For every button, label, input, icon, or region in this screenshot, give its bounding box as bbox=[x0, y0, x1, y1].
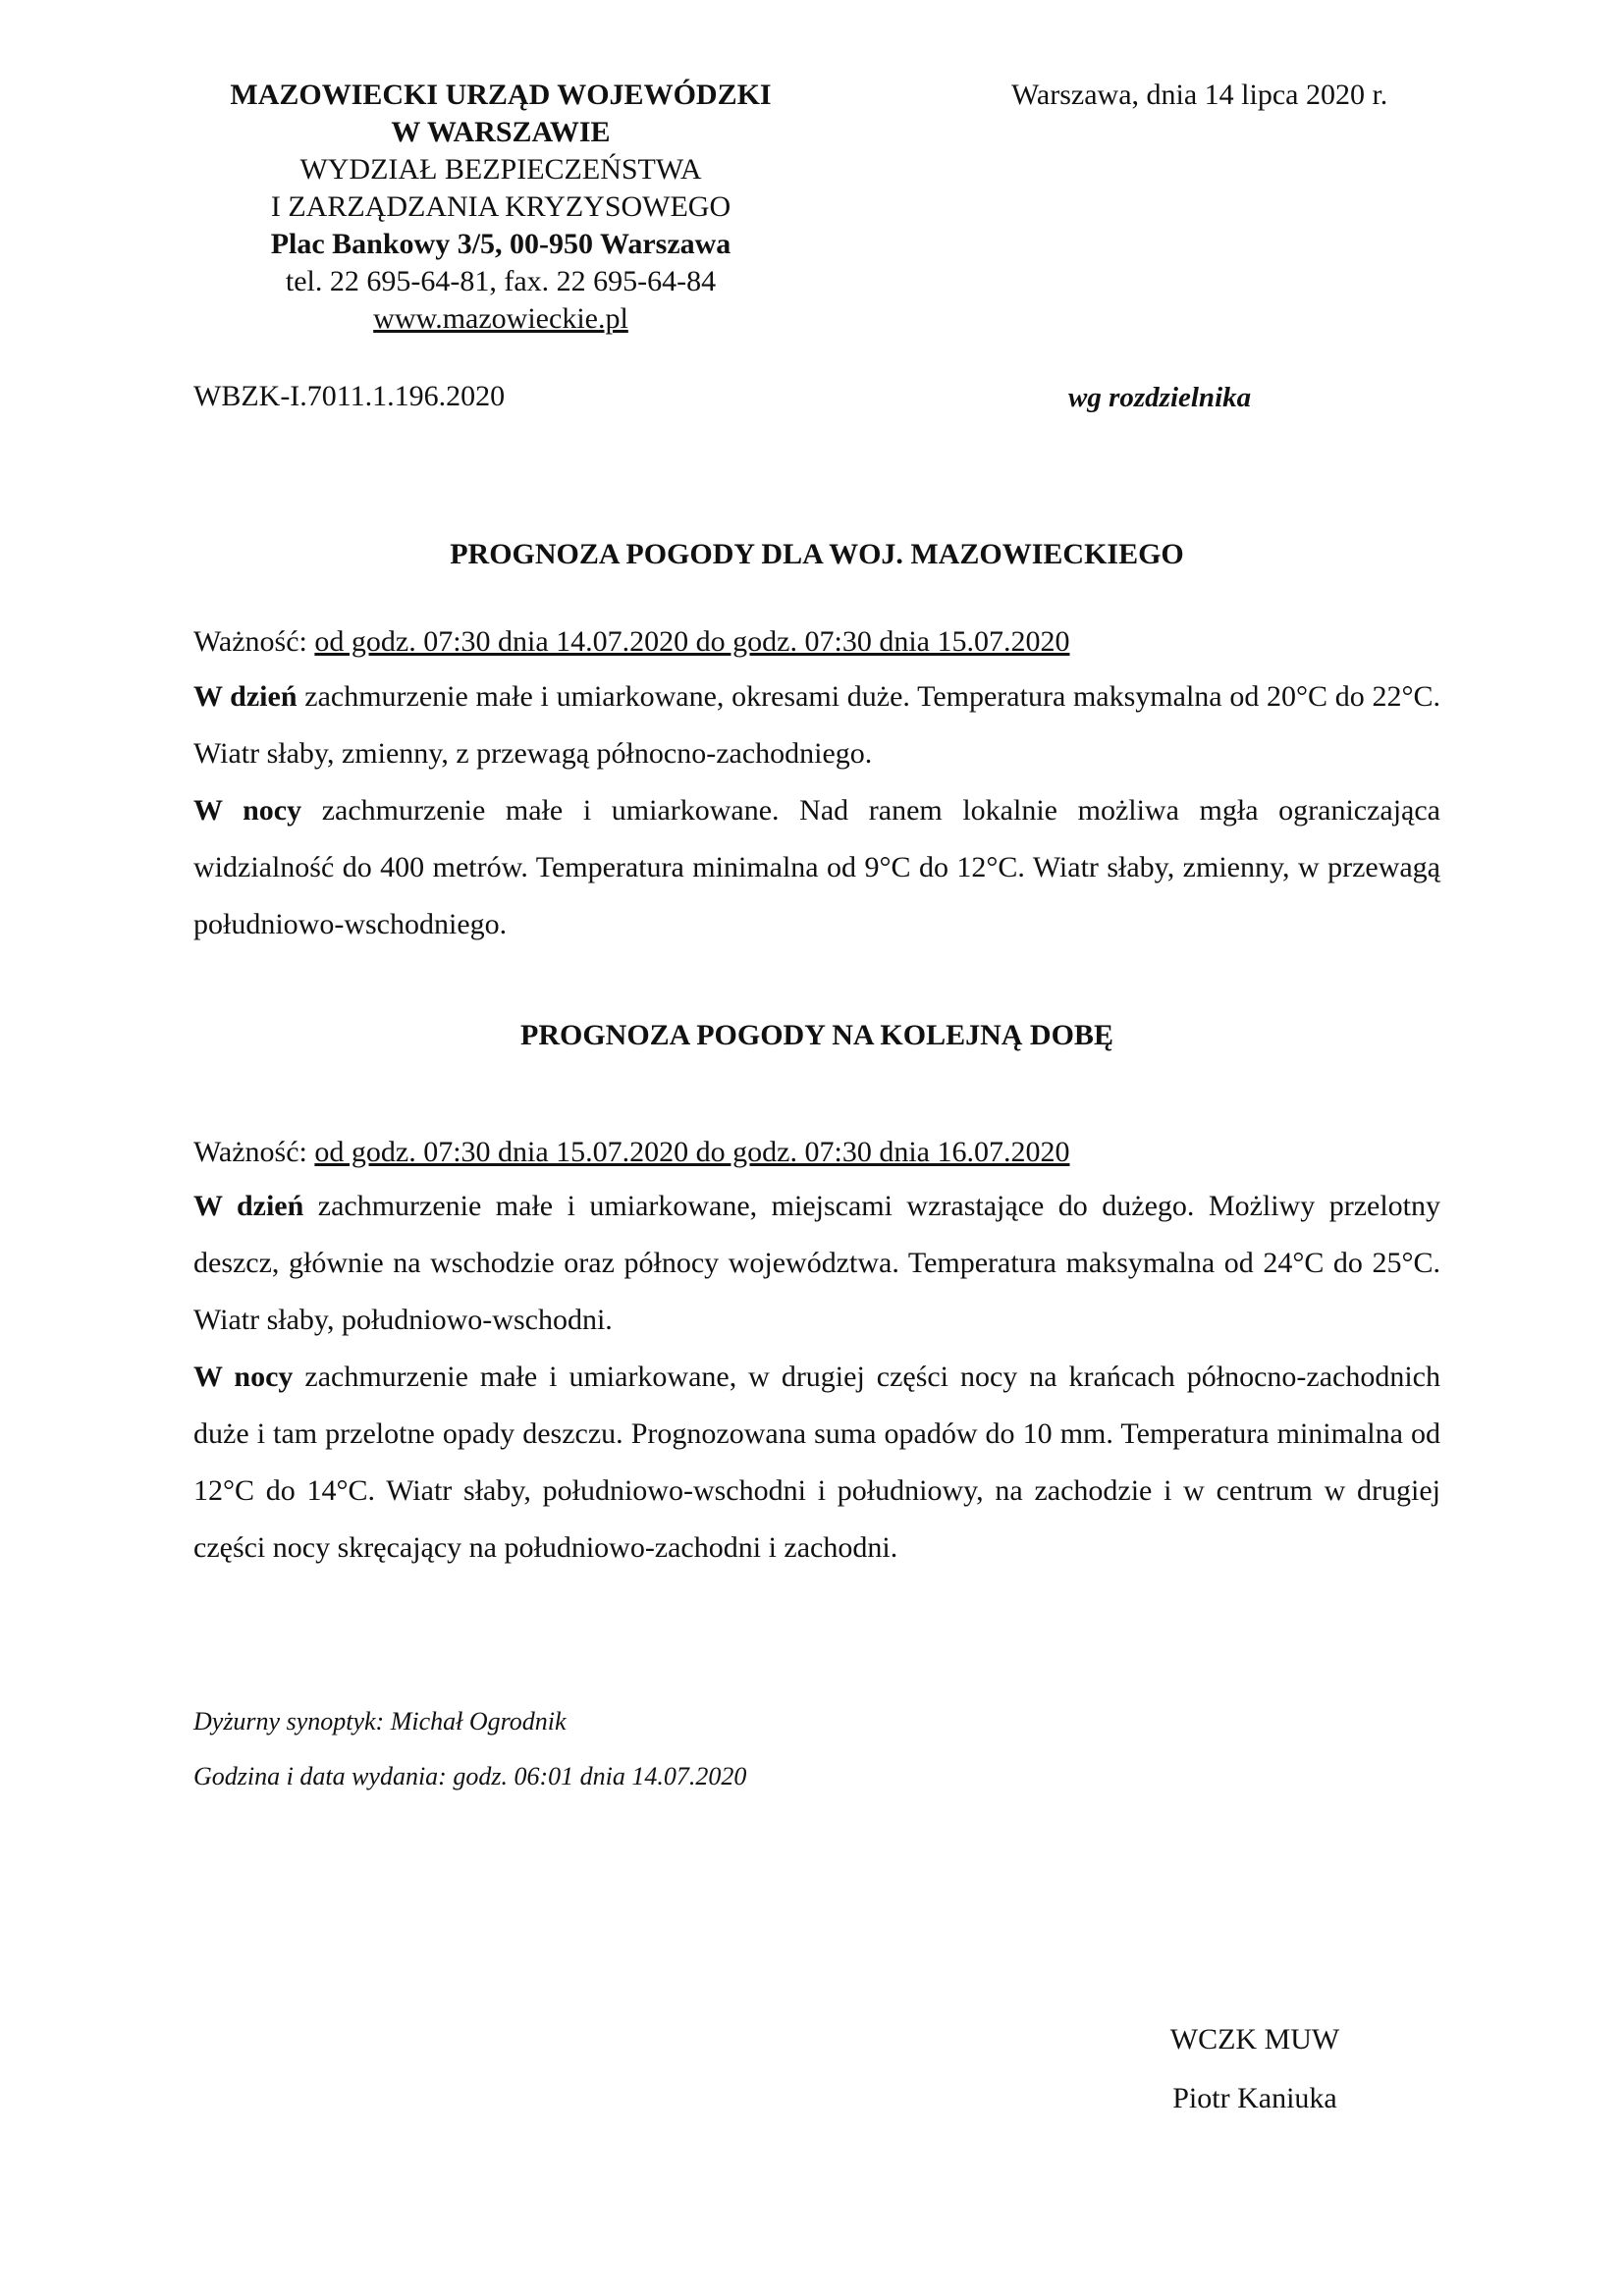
signature-block bbox=[1157, 2010, 1353, 2128]
day-forecast-paragraph bbox=[193, 1178, 1440, 1349]
night-text: zachmurzenie małe i umiarkowane, w drugiej części nocy na krańcach północno-zachodnich duże i tam przelotne opady deszczu. Prognozowana suma opadów do 10 mm. Temperatura minimalna od 12°C do 14°C. Wiatr słaby, południowo-wschodni i południowy, na zachodzie i w centrum w drugiej części nocy skręcający na południowo-zachodni i zachodni. bbox=[193, 1361, 1440, 1564]
office-website-link[interactable]: www.mazowieckie.pl bbox=[373, 302, 628, 335]
next-day-validity bbox=[193, 1134, 1069, 1171]
day-forecast-paragraph bbox=[193, 668, 1440, 782]
reference-number: WBZK-I.7011.1.196.2020 bbox=[193, 380, 506, 412]
department-name-cont: I ZARZĄDZANIA KRYZYSOWEGO bbox=[270, 190, 731, 223]
office-phone-fax: tel. 22 695-64-81, fax. 22 695-64-84 bbox=[285, 265, 717, 297]
next-day-forecast-body bbox=[193, 1178, 1440, 1576]
night-label: W nocy bbox=[193, 794, 302, 827]
validity-period: od godz. 07:30 dnia 15.07.2020 do godz. 07:30 dnia 16.07.2020 bbox=[314, 1136, 1070, 1168]
letterhead bbox=[167, 77, 835, 338]
issue-time: Godzina i data wydania: godz. 06:01 dnia 14.07.2020 bbox=[193, 1762, 747, 1790]
day-text: zachmurzenie małe i umiarkowane, okresami duże. Temperatura maksymalna od 20°C do 22°C. Wiatr słaby, zmienny, z przewagą północno-zachodniego. bbox=[193, 680, 1441, 770]
office-address: Plac Bankowy 3/5, 00-950 Warszawa bbox=[270, 228, 731, 260]
validity-period: od godz. 07:30 dnia 14.07.2020 do godz. 07:30 dnia 15.07.2020 bbox=[314, 625, 1070, 658]
document-date: Warszawa, dnia 14 lipca 2020 r. bbox=[1011, 79, 1388, 111]
day-label: W dzień bbox=[193, 680, 298, 713]
night-forecast-paragraph bbox=[193, 782, 1440, 953]
validity-label: Ważność: bbox=[193, 625, 315, 658]
forecaster-name: Dyżurny synoptyk: Michał Ogrodnik bbox=[193, 1707, 567, 1735]
signature-name: Piotr Kaniuka bbox=[1172, 2082, 1337, 2114]
next-day-forecast-title: PROGNOZA POGODY NA KOLEJNĄ DOBĘ bbox=[520, 1019, 1113, 1051]
night-text: zachmurzenie małe i umiarkowane. Nad ranem lokalnie możliwa mgła ograniczająca widzialność do 400 metrów. Temperatura minimalna od 9°C do 12°C. Wiatr słaby, zmienny, w przewagą południowo-wschodniego. bbox=[193, 794, 1441, 940]
day-label: W dzień bbox=[193, 1190, 304, 1222]
day-text: zachmurzenie małe i umiarkowane, miejscami wzrastające do dużego. Możliwy przelotny deszcz, głównie na wschodzie oraz północy województwa. Temperatura maksymalna od 24°C do 25°C. Wiatr słaby, południowo-wschodni. bbox=[193, 1190, 1440, 1336]
office-city: W WARSZAWIE bbox=[391, 116, 611, 148]
forecast-title: PROGNOZA POGODY DLA WOJ. MAZOWIECKIEGO bbox=[450, 538, 1184, 570]
office-name: MAZOWIECKI URZĄD WOJEWÓDZKI bbox=[230, 79, 772, 111]
forecast-body bbox=[193, 668, 1440, 953]
night-label: W nocy bbox=[193, 1361, 294, 1393]
forecast-validity bbox=[193, 623, 1069, 661]
signature-unit: WCZK MUW bbox=[1169, 2023, 1340, 2056]
department-name: WYDZIAŁ BEZPIECZEŃSTWA bbox=[299, 153, 702, 186]
issue-notes bbox=[193, 1694, 746, 1804]
validity-label: Ważność: bbox=[193, 1136, 315, 1168]
night-forecast-paragraph bbox=[193, 1349, 1440, 1576]
distribution-note: wg rozdzielnika bbox=[1068, 382, 1252, 413]
